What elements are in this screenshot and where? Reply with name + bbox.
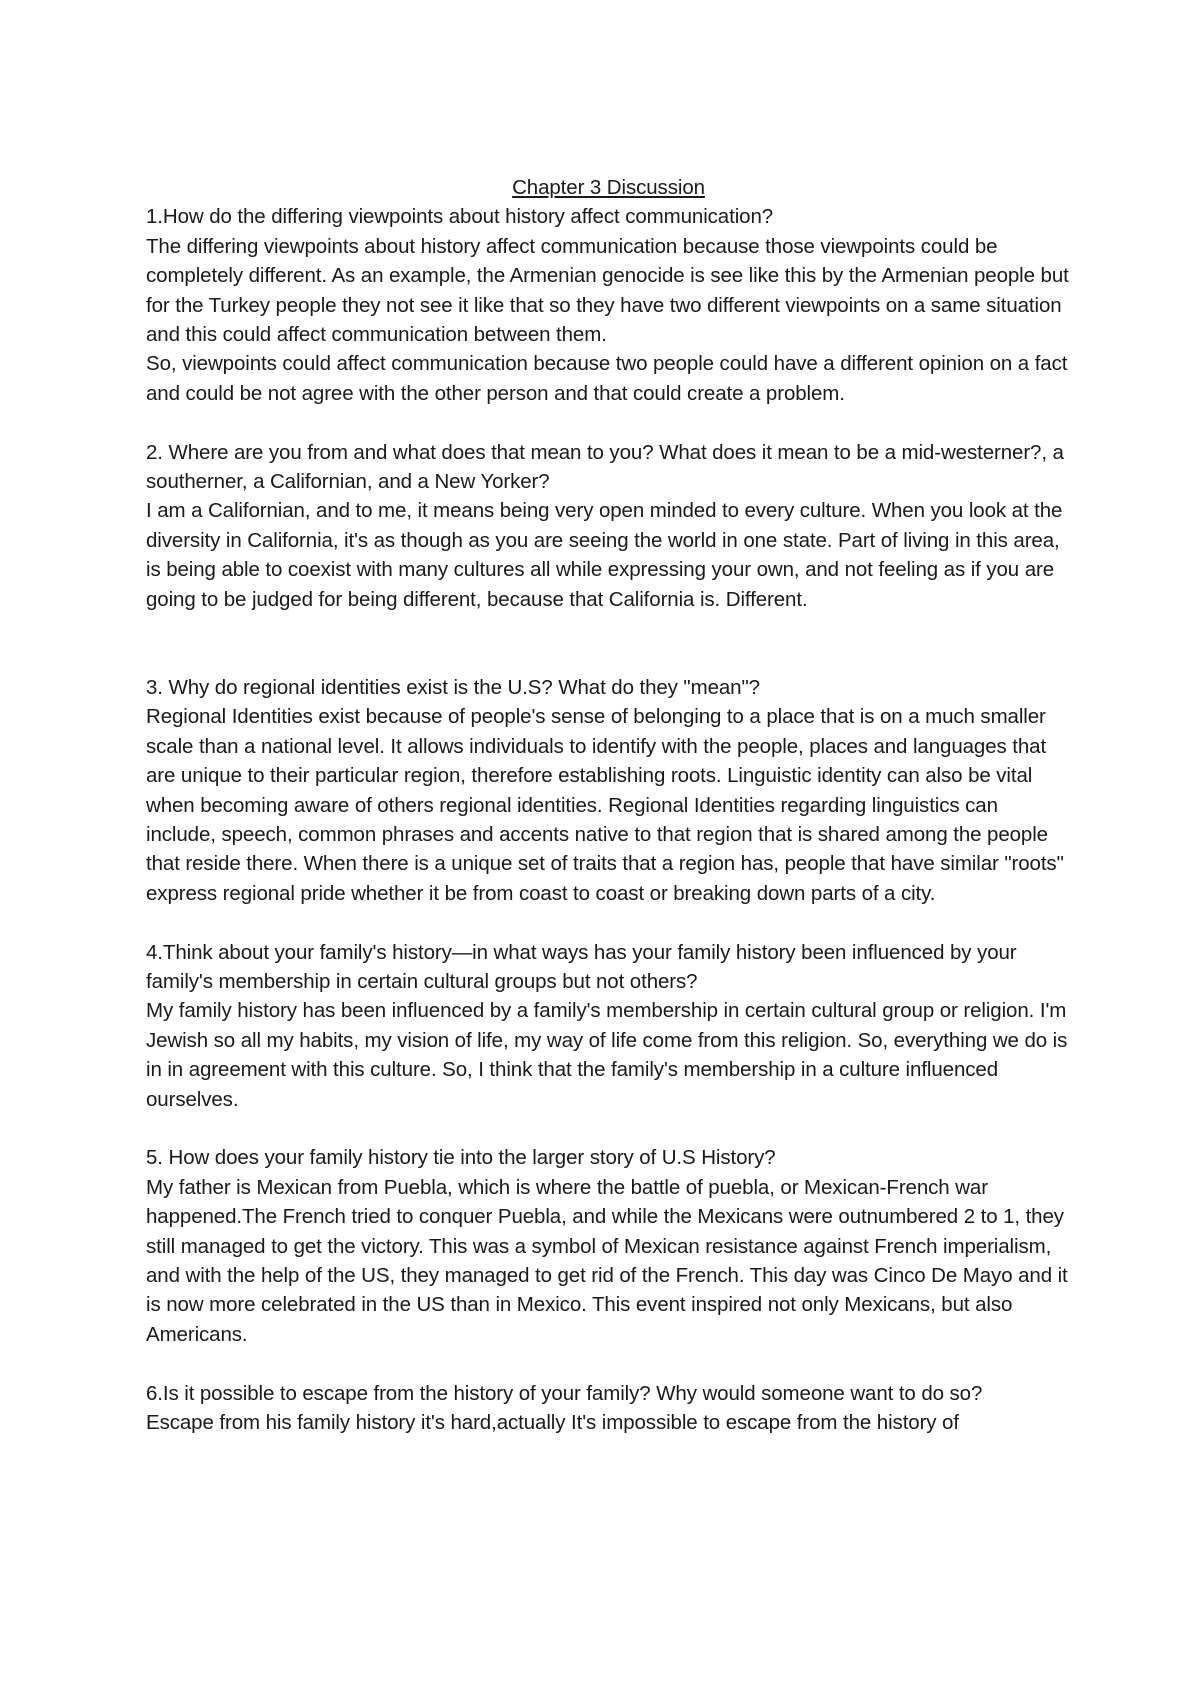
answer-5-paragraph-1: My father is Mexican from Puebla, which is where the battle of puebla, or Mexican-French war happened.The French tried to conquer Puebla, and while the Mexicans were outnumbered 2 to 1, they still managed to get the victory. This was a symbol of Mexican resistance against French imperialism, and with the help of the US, they managed to get rid of the French. This day was Cinco De Mayo and it is now more celebrated in the US than in Mexico. This event inspired not only Mexicans, but also Americans. [146, 1175, 1068, 1346]
question-3: 3. Why do regional identities exist is the U.S? What do they "mean"? [146, 675, 760, 699]
section-spacer [146, 614, 1071, 673]
section-spacer [146, 908, 1071, 937]
document-page [146, 173, 1071, 1437]
section-1 [146, 202, 1071, 408]
section-2 [146, 438, 1071, 614]
answer-1-paragraph-2: So, viewpoints could affect communication because two people could have a different opinion on a fact and could be not agree with the other person and that could create a problem. [146, 352, 1068, 405]
question-4: 4.Think about your family's history—in what ways has your family history been influenced by your family's membership in certain cultural groups but not others? [146, 940, 1017, 993]
section-spacer [146, 1114, 1071, 1143]
question-2: 2. Where are you from and what does that mean to you? What does it mean to be a mid-westerner?, a southerner, a Californian, and a New Yorker? [146, 440, 1064, 494]
section-4 [146, 938, 1071, 1114]
section-spacer [146, 408, 1071, 437]
answer-3-paragraph-1: Regional Identities exist because of people's sense of belonging to a place that is on a much smaller scale than a national level. It allows individuals to identify with the people, places and languages that are unique to their particular region, therefore establishing roots. Linguistic identity can also be vital when becoming aware of others regional identities. Regional Identities regarding linguistics can include, speech, common phrases and accents native to that region that is shared among the people that reside there. When there is a unique set of traits that a region has, people that have similar "roots" express regional pride whether it be from coast to coast or breaking down parts of a city. [146, 705, 1064, 905]
question-1: 1.How do the differing viewpoints about history affect communication? [146, 205, 774, 229]
answer-2-paragraph-1: I am a Californian, and to me, it means being very open minded to every culture. When you look at the diversity in California, it's as though as you are seeing the world in one state. Part of living in this area, is being able to coexist with many cultures all while expressing your own, and not feeling as if you are going to be judged for being different, because that California is. Different. [146, 499, 1063, 611]
document-title: Chapter 3 Discussion [512, 176, 705, 199]
section-spacer [146, 1349, 1071, 1378]
section-6 [146, 1379, 1071, 1438]
answer-6-paragraph-1: Escape from his family history it's hard,actually It's impossible to escape from the history of [146, 1410, 959, 1434]
question-5: 5. How does your family history tie into the larger story of U.S History? [146, 1146, 776, 1170]
answer-1-paragraph-1: The differing viewpoints about history affect communication because those viewpoints could be completely different. As an example, the Armenian genocide is see like this by the Armenian people but for the Turkey people they not see it like that so they have two different viewpoints on a same situation and this could affect communication between them. [146, 234, 1069, 347]
section-3 [146, 673, 1071, 908]
answer-4-paragraph-1: My family history has been influenced by a family's membership in certain cultural group or religion. I'm Jewish so all my habits, my vision of life, my way of life come from this religion. So, everything we do is in in agreement with this culture. So, I think that the family's membership in a culture influenced ourselves. [146, 999, 1068, 1111]
question-6: 6.Is it possible to escape from the history of your family? Why would someone want to do so? [146, 1381, 983, 1405]
section-5 [146, 1143, 1071, 1349]
